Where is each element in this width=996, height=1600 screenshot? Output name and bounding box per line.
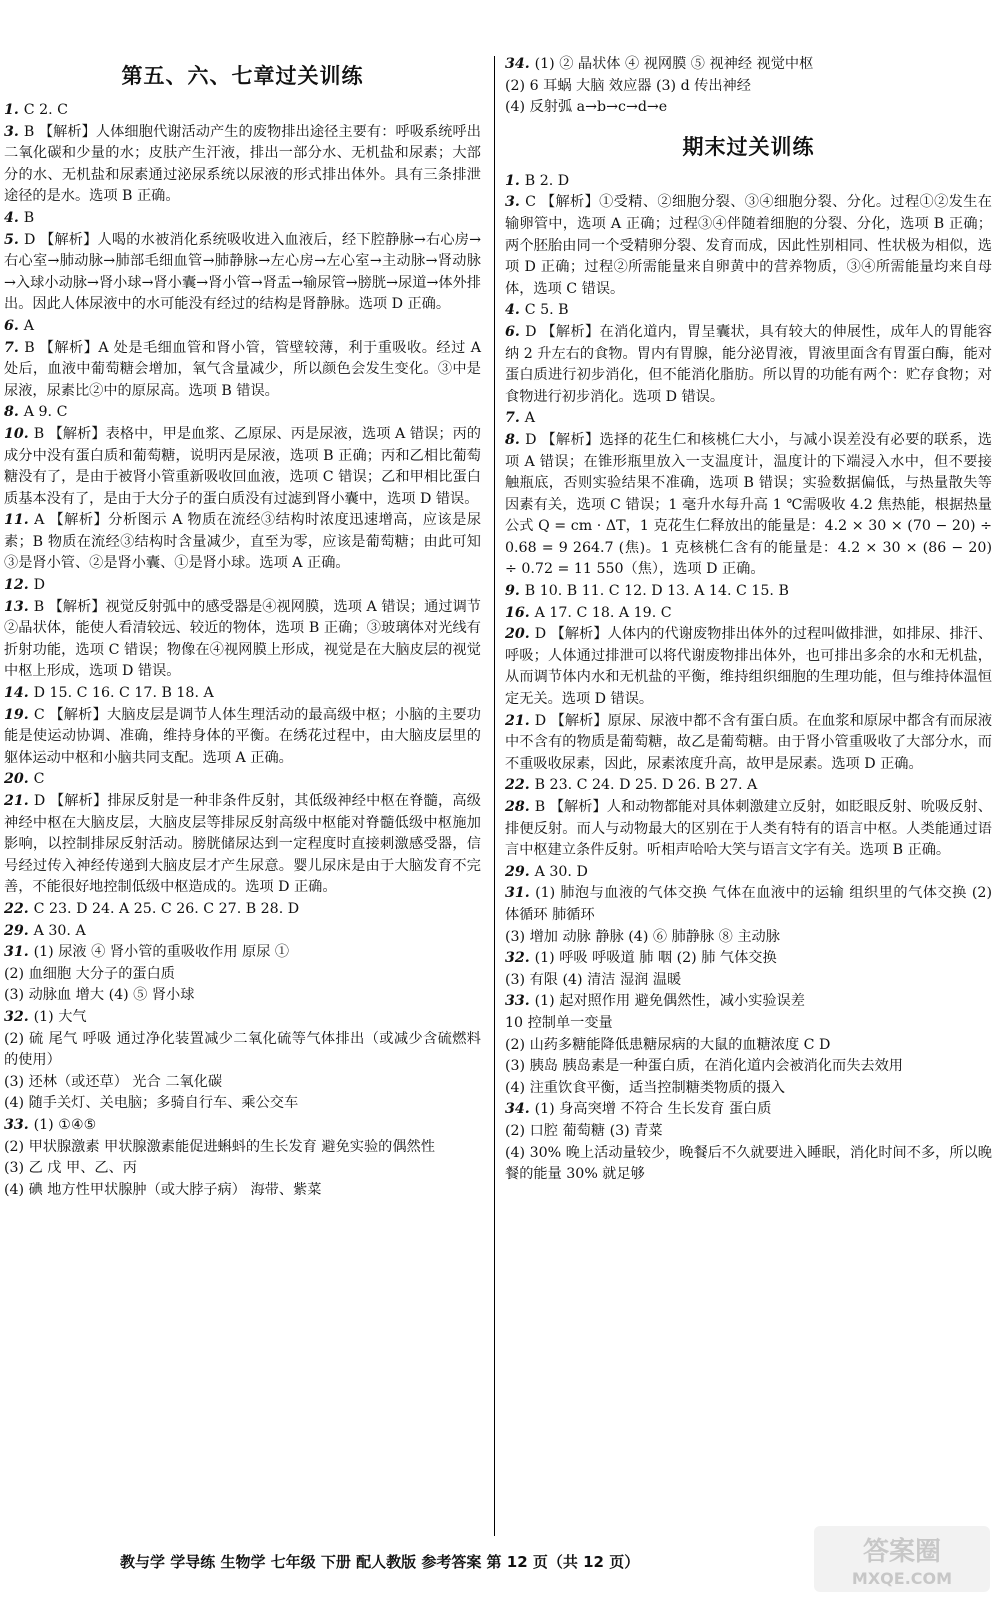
question-number: 16.	[505, 604, 535, 621]
answer-text: A 9. C	[23, 404, 68, 421]
question-number: 7.	[4, 339, 25, 356]
answer-line	[4, 424, 481, 510]
answer-line	[505, 430, 992, 581]
answer-text: (3) 动脉血 增大 (4) ⑤ 肾小球	[4, 987, 195, 1004]
answer-text: (4) 碘 地方性甲状腺肿（或大脖子病） 海带、紫菜	[4, 1181, 322, 1198]
answer-item	[505, 430, 992, 581]
answer-line	[505, 1078, 992, 1100]
answer-item	[4, 705, 481, 770]
svg-text:答案圈: 答案圈	[862, 1537, 942, 1567]
answer-item	[505, 322, 992, 408]
answer-text: (2) 血细胞 大分子的蛋白质	[4, 965, 175, 982]
answer-line	[4, 791, 481, 899]
answer-text: (2) 甲状腺激素 甲状腺激素能促进蝌蚪的生长发育 避免实验的偶然性	[4, 1138, 435, 1155]
answer-line	[505, 1056, 992, 1078]
chapter-title-right: 期末过关训练	[682, 134, 815, 159]
answer-text: D 15. C 16. C 17. B 18. A	[33, 685, 214, 702]
answer-text: C 23. D 24. A 25. C 26. C 27. B 28. D	[33, 900, 300, 917]
answer-text: (4) 反射弧 a→b→c→d→e	[505, 99, 668, 116]
answer-item	[4, 921, 481, 943]
answer-line	[505, 883, 992, 926]
answer-line	[505, 775, 992, 797]
answer-text: C	[33, 771, 45, 788]
answer-line	[505, 991, 992, 1013]
column-divider	[494, 56, 495, 1536]
watermark-logo	[810, 1520, 994, 1596]
answer-line	[505, 1099, 992, 1121]
question-number: 13.	[4, 598, 34, 615]
right-top-answer	[505, 54, 992, 119]
question-number: 32.	[4, 1008, 34, 1025]
right-answer-list	[505, 171, 992, 1186]
question-number: 1.	[505, 172, 525, 189]
answer-text: (3) 有限 (4) 清洁 湿润 温暖	[505, 971, 682, 988]
question-number: 6.	[505, 323, 526, 340]
answer-text: A 【解析】分析图示 A 物质在流经③结构时浓度迅速增高，应该是尿素；B 物质在流经③结构时含量减少，直至为零，应该是葡萄糖；由此可知③是肾小管、②是肾小囊、①是肾小球。选项 A 正确。	[4, 512, 482, 572]
answer-text: B 10. B 11. C 12. D 13. A 14. C 15. B	[524, 583, 789, 600]
answer-text: C 5. B	[524, 302, 569, 319]
answer-line	[4, 1072, 481, 1094]
question-number: 19.	[4, 706, 34, 723]
answer-line	[4, 1158, 481, 1180]
answer-line	[505, 603, 992, 625]
answer-text: D 【解析】人体内的代谢废物排出体外的过程叫做排泄，如排尿、排汗、呼吸；人体通过排泄可以将代谢废物排出体外，也可排出多余的水和无机盐，从而调节体内水和无机盐的平衡，维持组织细胞的生理功能，但与维持体温恒定无关。选项 D 错误。	[505, 626, 993, 708]
answer-line	[4, 316, 481, 338]
answer-line	[505, 970, 992, 992]
question-number: 6.	[4, 317, 24, 334]
answer-line	[4, 921, 481, 943]
answer-text: C 【解析】大脑皮层是调节人体生理活动的最高级中枢；小脑的主要功能是使运动协调、准确，维持身体的平衡。在绣花过程中，由大脑皮层里的躯体运动中枢和小脑共同支配。选项 A 正确。	[4, 706, 481, 766]
question-number: 22.	[4, 900, 34, 917]
answer-line	[4, 985, 481, 1007]
answer-line	[4, 510, 481, 575]
answer-item	[505, 883, 992, 948]
answer-line	[505, 76, 992, 98]
answer-text: B	[23, 209, 35, 226]
answer-text: 10 控制单一变量	[505, 1014, 613, 1031]
answer-text: D	[33, 577, 45, 594]
question-number: 4.	[4, 209, 24, 226]
question-number: 14.	[4, 685, 34, 702]
question-number: 1.	[4, 102, 24, 118]
question-number: 28.	[505, 799, 535, 815]
answer-item	[4, 575, 481, 597]
answer-line	[505, 1035, 992, 1057]
answer-item	[4, 597, 481, 683]
answer-line	[505, 948, 992, 970]
answer-line	[4, 899, 481, 921]
page-footer: 教与学 学导练 生物学 七年级 下册 配人教版 参考答案 第 12 页（共 12 页）	[120, 1553, 640, 1571]
answer-item	[4, 683, 481, 705]
question-number: 29.	[505, 863, 535, 880]
question-number: 8.	[4, 404, 24, 421]
question-number: 33.	[4, 1116, 34, 1133]
question-number: 20.	[4, 771, 34, 788]
answer-line	[505, 711, 992, 776]
answer-text: (3) 胰岛 胰岛素是一种蛋白质，在消化道内会被消化而失去效用	[505, 1058, 903, 1075]
answer-text: C 【解析】①受精、②细胞分裂、③④细胞分裂、分化。过程①②发生在输卵管中，选项 A 正确；过程③④伴随着细胞的分裂、分化，选项 B 正确；两个胚胎由同一个受精卵分裂、发育而成，因此性别相同、性状极为相似，选项 D 正确；过程②所需能量来自卵黄中的营养物质，③④所需能量均来自母体，选项 C 错误。	[505, 194, 992, 297]
answer-item	[4, 424, 481, 510]
answer-text: A 30. D	[534, 863, 588, 880]
answer-line	[4, 1029, 481, 1072]
answer-item	[4, 316, 481, 338]
answer-item	[4, 122, 481, 208]
answer-text: (1) 起对照作用 避免偶然性，减小实验误差	[534, 993, 805, 1010]
answer-item	[4, 338, 481, 403]
answer-item	[505, 775, 992, 797]
answer-text: (2) 山药多糖能降低患糖尿病的大鼠的血糖浓度 C D	[505, 1036, 831, 1053]
question-number: 34.	[505, 1101, 535, 1118]
answer-line	[4, 683, 481, 705]
answer-item	[505, 581, 992, 603]
answer-item	[4, 230, 481, 316]
answer-line	[4, 575, 481, 597]
answer-text: A	[23, 317, 35, 334]
answer-item	[4, 769, 481, 791]
answer-item	[505, 300, 992, 322]
answer-text: (2) 口腔 葡萄糖 (3) 青菜	[505, 1122, 663, 1139]
answer-item	[505, 54, 992, 119]
answer-text: (1) 呼吸 呼吸道 肺 咽 (2) 肺 气体交换	[534, 950, 777, 967]
answer-line	[505, 97, 992, 119]
answer-line	[505, 927, 992, 949]
question-number: 21.	[505, 712, 535, 729]
answer-line	[505, 171, 992, 193]
answer-text: D 【解析】人喝的水被消化系统吸收进入血液后，经下腔静脉→右心房→右心室→肺动脉→肺部毛细血管→肺静脉→左心房→左心室→主动脉→肾动脉→入球小动脉→肾小球→肾小囊→肾小管→肾盂→输尿管→膀胱→尿道→体外排出。因此人体尿液中的水可能没有经过的结构是肾静脉。选项 D 正确。	[4, 231, 481, 313]
question-number: 3.	[4, 123, 24, 140]
answer-line	[505, 862, 992, 884]
answer-line	[505, 192, 992, 300]
answer-item	[505, 171, 992, 193]
answer-text: B 【解析】人和动物都能对具体刺激建立反射，如眨眼反射、吮吸反射、排便反射。而人与动物最大的区别在于人类有特有的语言中枢。人类能通过语言中枢建立条件反射。听相声哈哈大笑与语言文字有关。选项 B 正确。	[505, 799, 992, 859]
answer-text: (1) 肺泡与血液的气体交换 气体在血液中的运输 组织里的气体交换 (2) 体循环 肺循环	[505, 885, 992, 923]
answer-text: (2) 6 耳蜗 大脑 效应器 (3) d 传出神经	[505, 77, 751, 94]
answer-line	[4, 1093, 481, 1115]
answer-text: (3) 还林（或还草） 光合 二氧化碳	[4, 1073, 223, 1090]
answer-text: (4) 随手关灯、关电脑；多骑自行车、乘公交车	[4, 1095, 299, 1112]
answer-text: (1) ② 晶状体 ④ 视网膜 ⑤ 视神经 视觉中枢	[534, 56, 814, 72]
answer-text: (1) 身高突增 不符合 生长发育 蛋白质	[534, 1101, 772, 1118]
question-number: 20.	[505, 626, 535, 643]
question-number: 11.	[4, 512, 35, 529]
answer-text: B 【解析】表格中，甲是血浆、乙原尿、丙是尿液，选项 A 错误；丙的成分中没有蛋白质和葡萄糖，说明丙是尿液，选项 B 正确；丙和乙相比葡萄糖没有了，是由于被肾小管重新吸收回血液，选项 C 错误；乙和甲相比蛋白质基本没有了，是由于大分子的蛋白质没有过滤到肾小囊中，选项 D 错误。	[4, 425, 481, 507]
answer-item	[505, 797, 992, 862]
answer-line	[505, 300, 992, 322]
question-number: 5.	[4, 231, 24, 248]
answer-item	[505, 1099, 992, 1185]
answer-item	[4, 100, 481, 122]
answer-item	[505, 991, 992, 1099]
answer-line	[4, 230, 481, 316]
answer-line	[4, 122, 481, 208]
question-number: 10.	[4, 425, 34, 442]
question-number: 3.	[505, 194, 526, 211]
question-number: 31.	[505, 885, 536, 902]
question-number: 32.	[505, 950, 535, 967]
left-column	[4, 54, 481, 1201]
answer-line	[4, 942, 481, 964]
answer-item	[4, 1007, 481, 1115]
answer-item	[4, 208, 481, 230]
answer-text: (4) 注重饮食平衡，适当控制糖类物质的摄入	[505, 1079, 785, 1096]
answer-line	[505, 54, 992, 76]
answer-text: (2) 硫 尾气 呼吸 通过净化装置减少二氧化硫等气体排出（或减少含硫燃料的使用）	[4, 1030, 481, 1069]
answer-text: D 【解析】选择的花生仁和核桃仁大小，与减小误差没有必要的联系，选项 A 错误；在锥形瓶里放入一支温度计，温度计的下端浸入水中，但不要接触瓶底，否则实验结果不准确，选项 B 错误；实验数据偏低，与热量散失等因素有关，选项 C 错误；1 毫升水每升高 1 ℃需吸收 4.2 焦热能，根据热量公式 Q = cm · ΔT，1 克花生仁释放出的能量是：4.2 × 30 × (70 − 20) ÷ 0.68 = 9 264.7 (焦)。1 克核桃仁含有的能量是：4.2 × 30 × (86 − 20) ÷ 0.72 = 11 550（焦），选项 D 正确。	[505, 431, 992, 578]
answer-text: B 【解析】视觉反射弧中的感受器是④视网膜，选项 A 错误；通过调节②晶状体，能使人看清较远、较近的物体，选项 B 正确；③玻璃体对光线有折射功能，选项 C 错误；物像在④视网膜上形成，视觉是在大脑皮层的视觉中枢上形成，选项 D 错误。	[4, 598, 481, 680]
answer-text: (1) 大气	[33, 1008, 87, 1025]
answer-line	[4, 597, 481, 683]
question-number: 34.	[505, 56, 535, 72]
answer-line	[4, 769, 481, 791]
answer-item	[4, 791, 481, 899]
answer-line	[505, 322, 992, 408]
answer-text: A 17. C 18. A 19. C	[534, 604, 672, 621]
question-number: 8.	[505, 431, 526, 448]
answer-item	[505, 862, 992, 884]
answer-item	[505, 603, 992, 625]
answer-item	[505, 408, 992, 430]
answer-text: (1) 尿液 ④ 肾小管的重吸收作用 原尿 ①	[33, 944, 290, 961]
answer-item	[4, 899, 481, 921]
right-column	[505, 54, 992, 1186]
answer-text: D 【解析】在消化道内，胃呈囊状，具有较大的伸展性，成年人的胃能容纳 2 升左右的食物。胃内有胃腺，能分泌胃液，胃液里面含有胃蛋白酶，能对蛋白质进行初步消化，但不能消化脂肪。所以胃的功能有两个：贮存食物；对食物进行初步消化。选项 D 错误。	[505, 323, 992, 405]
answer-text: B 2. D	[524, 172, 570, 189]
answer-line	[4, 338, 481, 403]
question-number: 7.	[505, 410, 525, 427]
question-number: 9.	[505, 583, 525, 600]
answer-line	[4, 1137, 481, 1159]
question-number: 29.	[4, 922, 34, 939]
answer-text: B 【解析】人体细胞代谢活动产生的废物排出途径主要有：呼吸系统呼出二氧化碳和少量的水；皮肤产生汗液，排出一部分水、无机盐和尿素；大部分的水、无机盐和尿素通过泌尿系统以尿液的形式排出体外。具有三条排泄途径的是水。选项 B 正确。	[4, 123, 481, 205]
question-number: 4.	[505, 302, 525, 319]
svg-text:MXQE.COM: MXQE.COM	[851, 1569, 953, 1588]
answer-line	[4, 1115, 481, 1137]
answer-item	[505, 624, 992, 710]
answer-line	[505, 581, 992, 603]
answer-text: B 23. C 24. D 25. D 26. B 27. A	[534, 777, 758, 794]
question-number: 31.	[4, 944, 34, 961]
answer-line	[4, 1180, 481, 1202]
answer-line	[4, 964, 481, 986]
answer-text: D 【解析】排尿反射是一种非条件反射，其低级神经中枢在脊髓，高级神经中枢在大脑皮层，大脑皮层等排尿反射高级中枢能对脊髓低级中枢施加影响，以控制排尿反射活动。膀胱储尿达到一定程度时直接刺激感受器，信号经过传入神经传递到大脑皮层才产生尿意。婴儿尿床是由于大脑发育不完善，不能很好地控制低级中枢造成的。选项 D 正确。	[4, 793, 481, 896]
answer-item	[4, 510, 481, 575]
answer-item	[505, 711, 992, 776]
answer-text: A	[524, 410, 536, 427]
chapter-title-left: 第五、六、七章过关训练	[121, 64, 364, 88]
answer-line	[505, 1013, 992, 1035]
left-answer-list	[4, 100, 481, 1201]
answer-text: A 30. A	[33, 922, 86, 939]
answer-line	[4, 402, 481, 424]
question-number: 22.	[505, 777, 535, 794]
answer-line	[4, 100, 481, 122]
answer-item	[4, 1115, 481, 1201]
answer-line	[505, 624, 992, 710]
answer-item	[505, 948, 992, 991]
answer-line	[505, 408, 992, 430]
answer-text: (3) 增加 动脉 静脉 (4) ⑥ 肺静脉 ⑧ 主动脉	[505, 928, 780, 945]
answer-text: (3) 乙 戊 甲、乙、丙	[4, 1160, 137, 1177]
answer-text: C 2. C	[23, 102, 69, 118]
answer-text: D 【解析】原尿、尿液中都不含有蛋白质。在血浆和原尿中都含有而尿液中不含有的物质是葡萄糖，故乙是葡萄糖。由于肾小管重吸收了大部分水，而不重吸收尿素，因此，尿素浓度升高，故甲是尿素。选项 D 正确。	[505, 712, 993, 772]
answer-line	[4, 1007, 481, 1029]
answer-line	[505, 1121, 992, 1143]
answer-line	[4, 705, 481, 770]
answer-item	[505, 192, 992, 300]
answer-line	[505, 797, 992, 862]
question-number: 33.	[505, 993, 535, 1010]
answer-item	[4, 942, 481, 1007]
answer-line	[4, 208, 481, 230]
answer-text: B 【解析】A 处是毛细血管和肾小管，管壁较薄，利于重吸收。经过 A 处后，血液中葡萄糖会增加，氧气含量减少，所以颜色会发生变化。③中是尿液，尿素比②中的原尿高。选项 B 错误。	[4, 339, 481, 399]
question-number: 21.	[4, 793, 34, 809]
answer-line	[505, 1143, 992, 1186]
answer-text: (1) ①④⑤	[33, 1116, 97, 1133]
answer-text: (4) 30% 晚上活动量较少，晚餐后不久就要进入睡眠，消化时间不多，所以晚餐的能量 30% 就足够	[505, 1144, 992, 1183]
question-number: 12.	[4, 577, 34, 594]
answer-item	[4, 402, 481, 424]
